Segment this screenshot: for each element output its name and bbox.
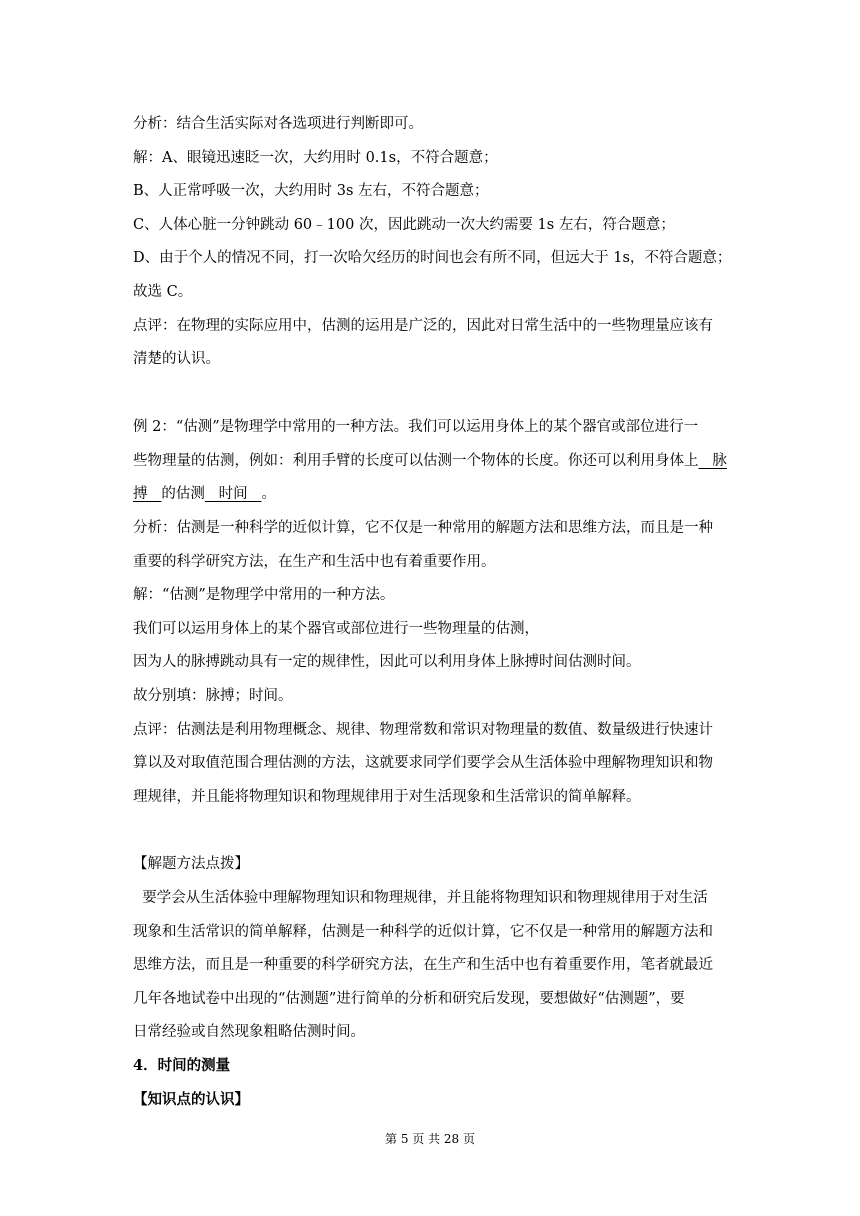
page-footer: 第 5 页 共 28 页 <box>385 1132 475 1146</box>
ex2-question-line3 <box>133 484 733 504</box>
ex1-comment-line1: 点评：在物理的实际应用中，估测的运用是广泛的，因此对日常生活中的一些物理量应该有 <box>133 318 713 334</box>
ex2-question-mid: 的估测 <box>161 486 205 502</box>
method-paragraph-line3: 思维方法，而且是一种重要的科学研究方法，在生产和生活中也有着重要作用，笔者就最近 <box>133 957 713 973</box>
ex1-comment-line2: 清楚的认识。 <box>133 351 220 367</box>
answer-blank-1-end: 搏 <box>133 486 162 502</box>
ex2-question-text: 些物理量的估测，例如：利用手臂的长度可以估测一个物体的长度。你还可以利用身体上 <box>133 453 699 469</box>
ex2-comment-line1: 点评：估测法是利用物理概念、规律、物理常数和常识对物理量的数值、数量级进行快速计 <box>133 722 713 738</box>
ex1-choice: 故选 C。 <box>133 284 193 300</box>
ex2-solution-line4: 故分别填：脉搏；时间。 <box>133 688 293 704</box>
answer-blank-2: 时间 <box>204 486 262 502</box>
ex2-question-line1: 例 2：“估测”是物理学中常用的一种方法。我们可以运用身体上的某个器官或部位进行一 <box>133 419 699 435</box>
ex2-solution-line1: 解：“估测”是物理学中常用的一种方法。 <box>133 587 395 603</box>
ex2-question-line2 <box>133 451 733 471</box>
method-paragraph-line5: 日常经验或自然现象粗略估测时间。 <box>133 1024 365 1040</box>
ex2-solution-line2: 我们可以运用身体上的某个器官或部位进行一些物理量的估测， <box>133 621 539 637</box>
ex2-comment-line3: 理规律，并且能将物理知识和物理规律用于对生活现象和生活常识的简单解释。 <box>133 789 641 805</box>
ex1-analysis: 分析：结合生活实际对各选项进行判断即可。 <box>133 116 423 132</box>
section-subheading: 【知识点的认识】 <box>133 1091 249 1108</box>
ex2-analysis-line1: 分析：估测是一种科学的近似计算，它不仅是一种常用的解题方法和思维方法，而且是一种 <box>133 520 713 536</box>
method-paragraph-line2: 现象和生活常识的简单解释，估测是一种科学的近似计算，它不仅是一种常用的解题方法和 <box>133 924 713 940</box>
ex1-solution-c: C、人体心脏一分钟跳动 60﹣100 次，因此跳动一次大约需要 1s 左右，符合题意； <box>133 217 675 233</box>
answer-blank-1-start: 脉 <box>698 453 727 469</box>
ex2-question-end: 。 <box>261 486 276 502</box>
method-paragraph-line1: 要学会从生活体验中理解物理知识和物理规律，并且能将物理知识和物理规律用于对生活 <box>133 890 708 906</box>
ex2-comment-line2: 算以及对取值范围合理估测的方法，这就要求同学们要学会从生活体验中理解物理知识和物 <box>133 755 713 771</box>
method-heading: 【解题方法点拨】 <box>133 856 249 872</box>
ex2-analysis-line2: 重要的科学研究方法，在生产和生活中也有着重要作用。 <box>133 554 496 570</box>
method-paragraph-line4: 几年各地试卷中出现的“估测题”进行简单的分析和研究后发现，要想做好“估测题”，要 <box>133 991 685 1007</box>
ex1-solution-b: B、人正常呼吸一次，大约用时 3s 左右，不符合题意； <box>133 183 489 199</box>
ex2-solution-line3: 因为人的脉搏跳动具有一定的规律性，因此可以利用身体上脉搏时间估测时间。 <box>133 654 641 670</box>
ex1-solution-d: D、由于个人的情况不同，打一次哈欠经历的时间也会有所不同，但远大于 1s，不符合题意； <box>133 250 732 266</box>
ex1-solution-a: 解：A、眼镜迅速眨一次，大约用时 0.1s，不符合题意； <box>133 150 498 166</box>
section-title: 4．时间的测量 <box>133 1057 231 1074</box>
